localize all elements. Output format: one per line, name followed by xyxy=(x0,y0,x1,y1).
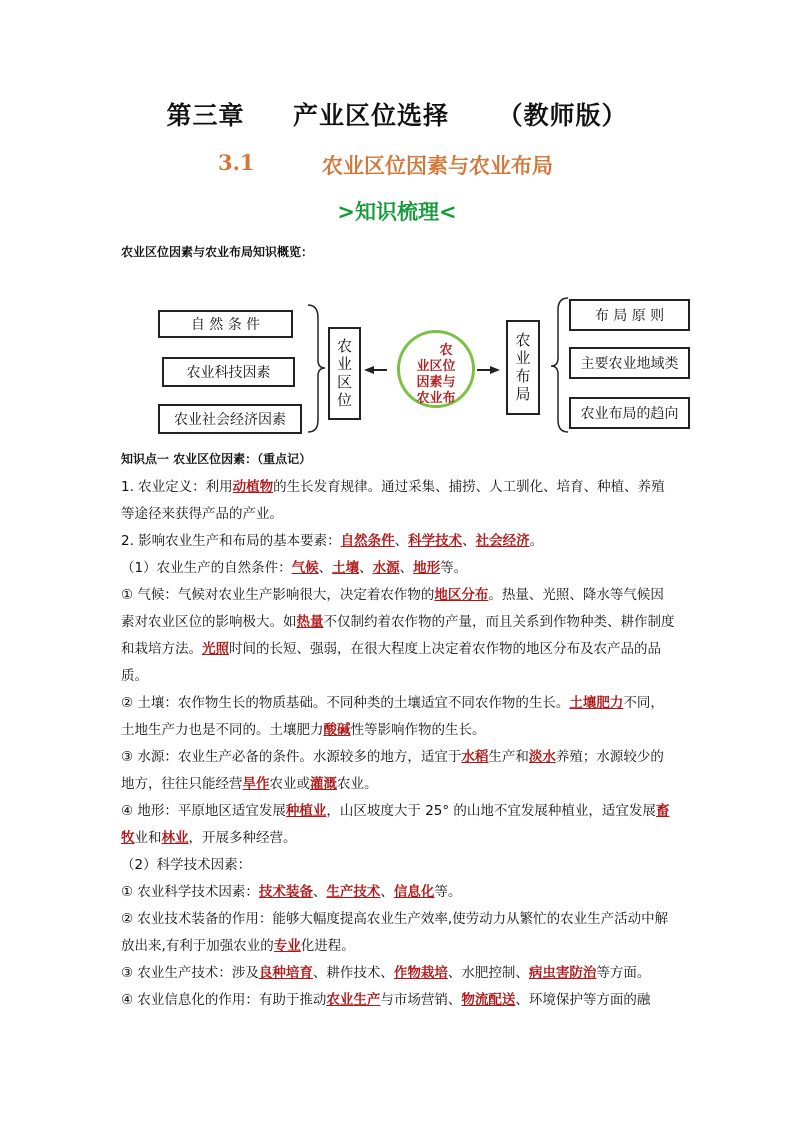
center-circle xyxy=(397,330,475,408)
paragraph xyxy=(121,906,677,960)
text-run: 、 xyxy=(318,560,333,576)
section-name: 农业区位因素与农业布局 xyxy=(322,154,553,178)
text-run: 等。 xyxy=(440,560,468,576)
box-agri-region-types: 主要农业地域类 xyxy=(569,347,690,379)
paragraph xyxy=(121,852,677,879)
key-term: 社会经济 xyxy=(475,533,530,549)
paragraph xyxy=(121,582,677,690)
key-term: 农业生产 xyxy=(326,992,381,1008)
text-run: 的生长发育规律。通过采集、捕捞、人工驯化、培育、种植、养殖等途径来获得产品的产业。 xyxy=(121,479,665,522)
paragraph xyxy=(121,690,677,744)
text-run: 性等影响作物的生长。 xyxy=(350,722,486,738)
text-run: 生产和 xyxy=(488,749,529,765)
key-term: 科学技术 xyxy=(408,533,463,549)
key-term: 旱作 xyxy=(242,776,270,792)
text-run: 、环境保护等方面的融 xyxy=(515,992,651,1008)
key-term: 地区分布 xyxy=(434,587,489,603)
text-run: 等方面。 xyxy=(596,965,651,981)
circle-line-3: 因素与 xyxy=(416,375,456,390)
text-run: 养殖；水源较少的地方，往往只能经营 xyxy=(121,749,664,792)
text-run: 。 xyxy=(529,533,544,549)
key-term: 水源 xyxy=(372,560,400,576)
key-term: 气候 xyxy=(291,560,319,576)
paragraph xyxy=(121,528,677,555)
text-run: ① 气候：气候对农业生产影响很大，决定着农作物的 xyxy=(121,587,435,603)
overview-heading: 农业区位因素与农业布局知识概览： xyxy=(121,245,314,259)
key-term: 地形 xyxy=(413,560,441,576)
arrow-head-right xyxy=(490,366,500,374)
box-agri-location: 农业区位 xyxy=(328,327,361,420)
text-run: ① 农业科学技术因素： xyxy=(121,884,259,900)
key-term: 信息化 xyxy=(393,884,435,900)
key-term: 物流配送 xyxy=(461,992,516,1008)
box-agri-layout: 农业布局 xyxy=(506,320,540,415)
paragraph xyxy=(121,987,677,1014)
text-run: （2）科学技术因素： xyxy=(121,857,252,873)
key-term: 种植业 xyxy=(285,803,327,819)
text-run: ，开展多种经营。 xyxy=(188,830,297,846)
text-run: 、 xyxy=(394,533,409,549)
key-term: 畜牧 xyxy=(121,803,670,846)
knowledge-banner: >知识梳理< xyxy=(337,200,457,224)
box-natural-conditions: 自 然 条 件 xyxy=(158,310,293,338)
text-run: ④ 农业信息化的作用：有助于推动 xyxy=(121,992,327,1008)
key-term: 林业 xyxy=(161,830,189,846)
paragraph xyxy=(121,744,677,798)
box-layout-trends: 农业布局的趋向 xyxy=(569,397,690,429)
key-term: 土壤肥力 xyxy=(569,695,624,711)
text-run: 、水肥控制、 xyxy=(447,965,529,981)
text-run: ② 土壤：农作物生长的物质基础。不同种类的土壤适宜不同农作物的生长。 xyxy=(121,695,570,711)
circle-line-1: 农 xyxy=(439,343,453,358)
arrow-head-left xyxy=(364,366,374,374)
text-run: 时间的长短、强弱，在很大程度上决定着农作物的地区分布及农产品的品质。 xyxy=(121,641,661,684)
key-term: 自然条件 xyxy=(340,533,395,549)
key-term: 生产技术 xyxy=(326,884,381,900)
key-term: 动植物 xyxy=(232,479,274,495)
text-run: （1）农业生产的自然条件： xyxy=(121,560,292,576)
key-term: 淡水 xyxy=(528,749,556,765)
right-brace xyxy=(551,298,568,432)
circle-line-4: 农业布 xyxy=(416,391,456,406)
text-run: ，山区坡度大于 25° 的山地不宜发展种植业，适宜发展 xyxy=(326,803,656,819)
text-run: 、 xyxy=(312,884,327,900)
circle-text xyxy=(400,343,472,407)
key-term: 病虫害防治 xyxy=(528,965,597,981)
paragraph xyxy=(121,960,677,987)
key-term: 良种培育 xyxy=(258,965,313,981)
text-run: ③ 农业生产技术：涉及 xyxy=(121,965,259,981)
key-term: 作物栽培 xyxy=(393,965,448,981)
key-term: 灌溉 xyxy=(310,776,337,792)
paragraph xyxy=(121,474,677,528)
key-term: 技术装备 xyxy=(258,884,313,900)
text-run: 、 xyxy=(462,533,476,549)
text-run: 、 xyxy=(399,560,414,576)
box-agri-tech-factors: 农业科技因素 xyxy=(162,357,295,387)
text-run: 业和 xyxy=(134,830,162,846)
key-term: 光照 xyxy=(202,641,229,657)
text-run: 化进程。 xyxy=(300,938,355,954)
text-run: 2. 影响农业生产和布局的基本要素： xyxy=(121,533,341,549)
text-run: ④ 地形：平原地区适宜发展 xyxy=(121,803,286,819)
key-term: 水稻 xyxy=(461,749,489,765)
text-run: 、 xyxy=(359,560,373,576)
text-run: 不仅制约着农作物的产量，而且关系到作物种类、耕作制度和栽培方法。 xyxy=(121,614,675,657)
key-term: 酸碱 xyxy=(323,722,351,738)
text-run: 与市场营销、 xyxy=(380,992,462,1008)
text-run: 。热量、光照、降水等气候因素对农业区位的影响极大。如 xyxy=(121,587,664,630)
text-run: ③ 水源：农业生产必备的条件。水源较多的地方，适宜于 xyxy=(121,749,462,765)
text-run: 不同，土地生产力也是不同的。土壤肥力 xyxy=(121,695,664,738)
box-socioeconomic-factors: 农业社会经济因素 xyxy=(158,404,302,434)
left-brace xyxy=(308,305,325,432)
circle-line-2: 业区位 xyxy=(416,359,456,374)
text-run: 等。 xyxy=(434,884,462,900)
text-run: 、耕作技术、 xyxy=(312,965,394,981)
text-run: 、 xyxy=(380,884,394,900)
text-run: 1. 农业定义：利用 xyxy=(121,479,233,495)
key-term: 专业 xyxy=(273,938,301,954)
text-run: ② 农业技术装备的作用：能够大幅度提高农业生产效率,使劳动力从繁忙的农业生产活动中解放出来,有利于加强农业的 xyxy=(121,911,669,954)
key-term: 土壤 xyxy=(332,560,360,576)
paragraph xyxy=(121,555,677,582)
section-number: 3.1 xyxy=(218,150,255,175)
text-run: 农业或 xyxy=(269,776,310,792)
key-term: 热量 xyxy=(296,614,324,630)
text-run: 农业。 xyxy=(337,776,378,792)
paragraph xyxy=(121,879,677,906)
chapter-title: 第三章 产业区位选择 （教师版） xyxy=(166,101,628,130)
box-layout-principles: 布 局 原 则 xyxy=(569,299,690,331)
knowledge-point-heading: 知识点一 农业区位因素：（重点记） xyxy=(121,452,312,466)
paragraph xyxy=(121,798,677,852)
